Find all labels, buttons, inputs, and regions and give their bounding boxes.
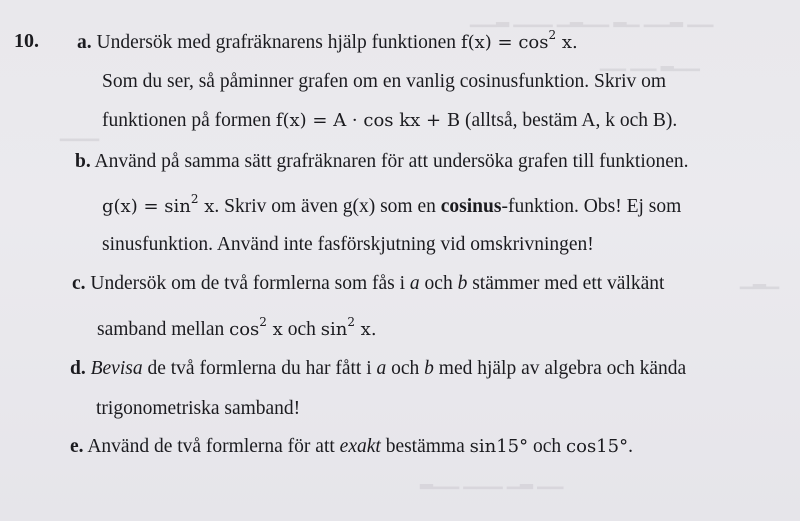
part-b-line-1: b. Använd på samma sätt grafräknaren för att undersöka grafen till funktionen. — [75, 151, 689, 172]
function-f: $f(x) = \cos^2 x$. — [460, 28, 578, 53]
part-e-line-1: e. Använd de två formlerna för att exakt bestämma sin15° och cos15°. — [70, 436, 633, 457]
part-a-label: a. — [77, 32, 92, 53]
bleed-through-text: ▁▁ ▂▁ ▁▁▁ ▁▁▂ — [420, 470, 564, 489]
part-c-line-1: c. Undersök om de två formlerna som fås i a och b stämmer med ett välkänt — [72, 273, 665, 294]
part-a-text: Undersök med grafräknarens hjälp funktionen — [96, 32, 457, 53]
part-d-line-2: trigonometriska samband! — [96, 398, 301, 419]
part-d-label: d. — [70, 358, 86, 379]
part-d-line-1: d. Bevisa de två formlerna du har fått i a och b med hjälp av algebra och kända — [70, 358, 687, 379]
part-e-label: e. — [70, 436, 84, 457]
part-a-line-2: Som du ser, så påminner grafen om en vanlig cosinusfunktion. Skriv om — [102, 71, 667, 92]
part-c-label: c. — [72, 273, 86, 294]
bleed-through-text: ▁▁ ▂▁▁ ▁▂ ▁▁▂▁ ▁▁▁ ▂▁▁ — [470, 8, 714, 27]
bleed-through-text: ▁▁▁ — [60, 122, 100, 141]
target-form: f(x) = A · cos kx + B — [275, 110, 461, 131]
part-b-line-3: sinusfunktion. Använd inte fasförskjutning vid omskrivningen! — [102, 234, 594, 255]
bleed-through-text: ▁▁▂ ▁▁ ▁▁ — [600, 52, 701, 71]
part-c-line-2: samband mellan $\cos^2 x$ och $\sin^2 x$. — [97, 315, 377, 340]
function-g: $g(x) = \sin^2 x$ — [102, 192, 215, 217]
problem-number: 10. — [14, 30, 39, 52]
part-b-label: b. — [75, 151, 91, 172]
part-a-line-3: funktionen på formen f(x) = A · cos kx + B (alltså, bestäm A, k och B). — [102, 110, 678, 131]
part-b-line-2: $g(x) = \sin^2 x$. Skriv om även g(x) som en cosinus-funktion. Obs! Ej som — [102, 192, 682, 217]
part-a-line-1 — [77, 28, 578, 55]
bleed-through-text: ▁▂▁ — [740, 270, 780, 289]
